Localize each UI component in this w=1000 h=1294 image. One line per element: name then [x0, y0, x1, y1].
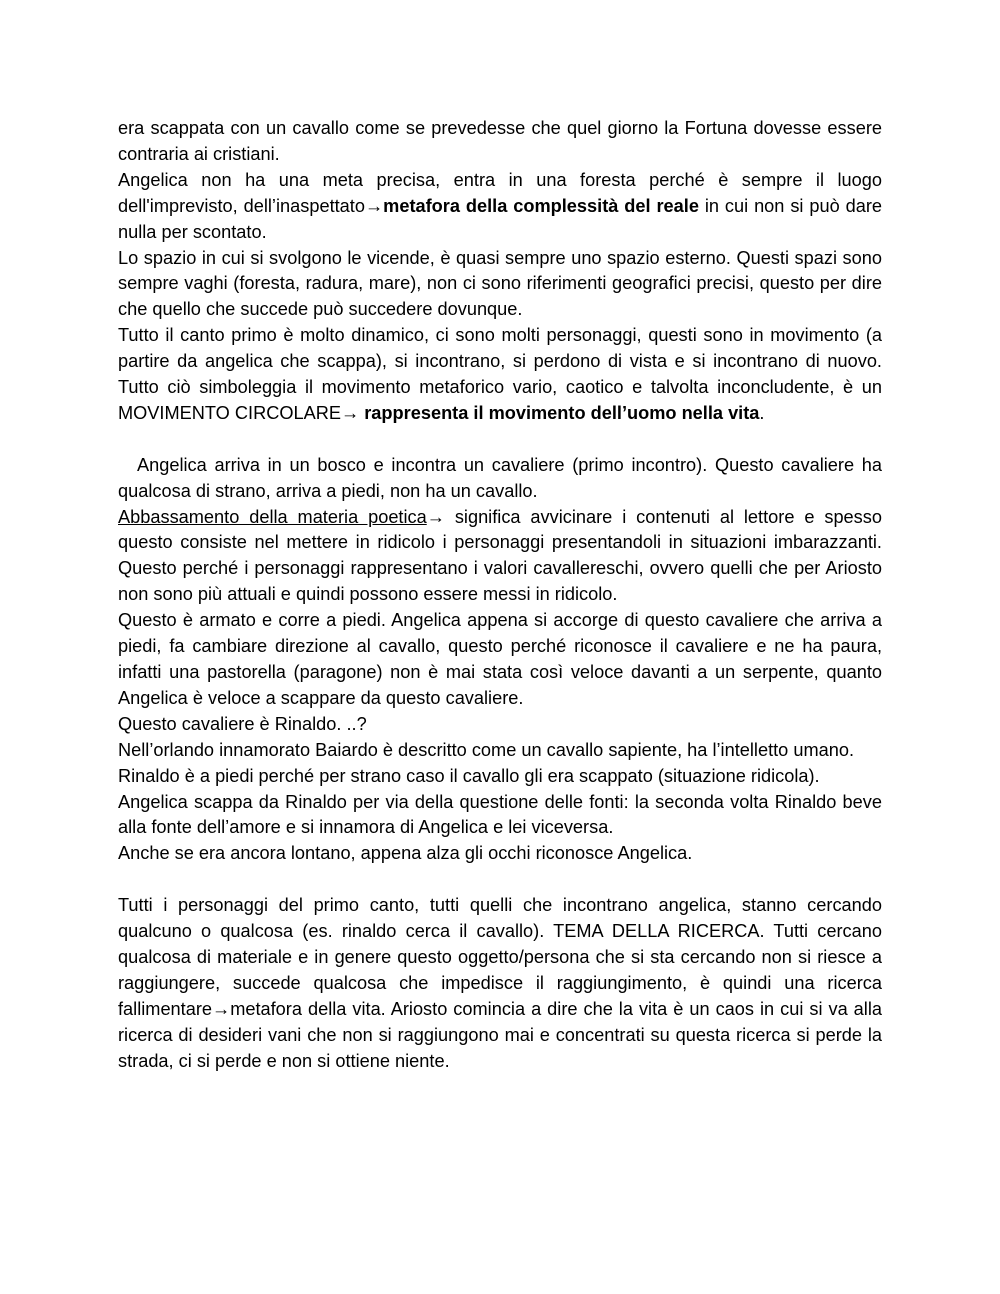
- text-run: → significa avvicinare i contenuti al lettore e spesso questo consiste nel mettere in ridicolo i personaggi presentandoli in situazioni imbarazzanti. Questo perché i personaggi rappresentano i valori cavallereschi, ovvero quelli che per Ariosto non sono più attuali e quindi possono essere messi in ridicolo.: [118, 506, 882, 605]
- text-run: in cui non si può dare nulla per scontato.: [118, 195, 883, 242]
- paragraph-rinaldo: Questo cavaliere è Rinaldo. ..?: [118, 713, 367, 734]
- paragraph-fortuna: era scappata con un cavallo come se prevedesse che quel giorno la Fortuna dovesse essere contraria ai cristiani.: [118, 118, 882, 164]
- text-run: .: [759, 402, 765, 423]
- blank-line: [118, 867, 882, 893]
- paragraph-rinaldo-a-piedi: Rinaldo è a piedi perché per strano caso il cavallo gli era scappato (situazione ridicola).: [118, 765, 820, 786]
- paragraph-cavaliere: Angelica arriva in un bosco e incontra un cavaliere (primo incontro). Questo cavaliere ha qualcosa di strano, arriva a piedi, non ha un cavallo.: [118, 454, 882, 501]
- text-run: Tutto il canto primo è molto dinamico, ci sono molti personaggi, questi sono in movimento (a partire da angelica che scappa), si incontrano, si perdono di vista e si incontrano di nuovo. Tutto ciò simboleggia il movimento metaforico vario, caotico e talvolta inconcludente, è un MOVIMENTO CIRCOLARE→: [118, 325, 882, 423]
- paragraph-ricerca: Tutti i personaggi del primo canto, tutti quelli che incontrano angelica, stanno cercando qualcuno o qualcosa (es. rinaldo cerca il cavallo). TEMA DELLA RICERCA. Tutti cercano qualcosa di materiale e in genere questo oggetto/persona che si sta cercando non si riesce a raggiungere, succede qualcosa che impedisce il raggiungimento, è quindi una ricerca fallimentare→metafora della vita. Ariosto comincia a dire che la vita è un caos in cui si va alla ricerca di desideri vani che non si raggiungono mai e concentrati su questa ricerca si perde la strada, ci si perde e non si ottiene niente.: [118, 895, 882, 1071]
- bold-phrase-metafora-complessita: metafora della complessità del reale: [383, 195, 699, 216]
- paragraph-abbassamento: [118, 505, 882, 609]
- paragraph-armato: Questo è armato e corre a piedi. Angelica appena si accorge di questo cavaliere che arriva a piedi, fa cambiare direzione al cavallo, questo perché riconosce il cavaliere e ne ha paura, infatti una pastorella (paragone) non è mai stata così veloce davanti a un serpente, quanto Angelica è veloce a scappare da questo cavaliere.: [118, 610, 882, 708]
- paragraph-foresta: [118, 168, 882, 246]
- document-page: [118, 116, 882, 1075]
- blank-line: [118, 427, 882, 453]
- paragraph-movimento: [118, 323, 882, 427]
- paragraph-fonti: Angelica scappa da Rinaldo per via della questione delle fonti: la seconda volta Rinaldo beve alla fonte dell’amore e si innamora di Angelica e lei viceversa.: [118, 791, 882, 838]
- text-run: Angelica non ha una meta precisa, entra in una foresta perché è sempre il luogo dell'imprevisto, dell’inaspettato→: [118, 169, 882, 216]
- underlined-phrase-abbassamento: Abbassamento della materia poetica: [118, 506, 427, 527]
- paragraph-spazio: Lo spazio in cui si svolgono le vicende, è quasi sempre uno spazio esterno. Questi spazi sono sempre vaghi (foresta, radura, mare), non ci sono riferimenti geografici precisi, questo per dire che quello che succede può succedere dovunque.: [118, 247, 882, 320]
- paragraph-baiardo: Nell’orlando innamorato Baiardo è descritto come un cavallo sapiente, ha l’intelletto umano.: [118, 739, 855, 760]
- bold-phrase-movimento-uomo: rappresenta il movimento dell’uomo nella vita: [364, 402, 760, 423]
- paragraph-lontano: Anche se era ancora lontano, appena alza gli occhi riconosce Angelica.: [118, 843, 693, 864]
